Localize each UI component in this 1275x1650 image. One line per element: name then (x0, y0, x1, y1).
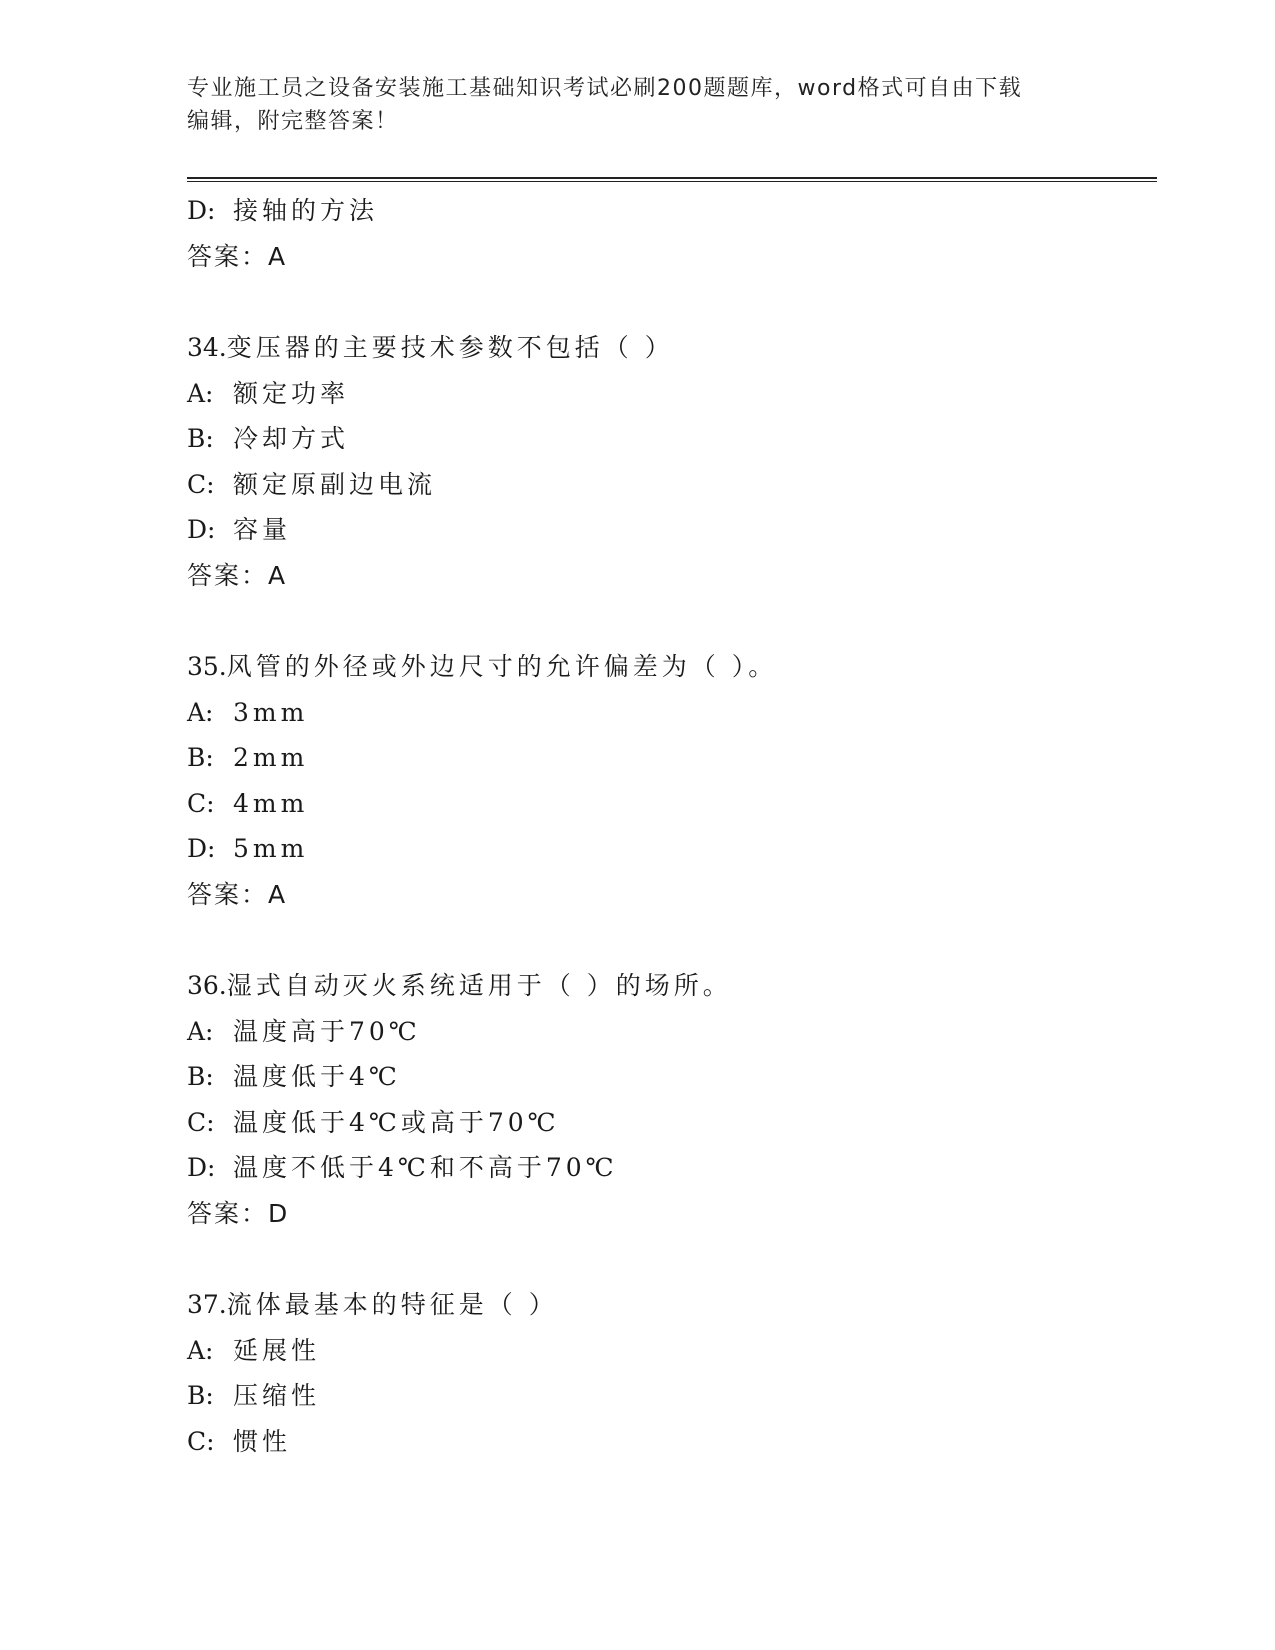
question-block (187, 325, 1147, 598)
option-text: 冷却方式 (233, 424, 350, 453)
option-text: 额定功率 (233, 378, 350, 408)
option-label: C: (187, 788, 215, 818)
question-stem (187, 644, 1147, 690)
option-label: D: (187, 515, 216, 544)
question-text: 风管的外径或外边尺寸的允许偏差为（ ）。 (226, 652, 778, 681)
question-number: 37. (187, 1290, 227, 1319)
option-text: 压缩性 (233, 1381, 321, 1410)
question-stem (187, 1282, 1147, 1328)
option-item (187, 1328, 1147, 1374)
option-text: 额定原副边电流 (233, 469, 437, 499)
option-label: B: (187, 424, 214, 453)
option-label: A: (187, 697, 214, 727)
question-number: 34. (187, 333, 227, 362)
option-text: 4mm (233, 788, 309, 818)
option-item (187, 1419, 1147, 1465)
option-text: 温度不低于4℃和不高于70℃ (233, 1153, 618, 1182)
answer-line: 答案：A (187, 560, 288, 590)
question-stem (187, 963, 1147, 1009)
option-label: A: (187, 1016, 214, 1046)
option-label: D: (187, 834, 216, 863)
question-block (187, 963, 1147, 1236)
option-item (187, 462, 1147, 508)
option-text: 2mm (233, 743, 309, 772)
option-text: 容量 (233, 515, 292, 544)
option-item (187, 1100, 1147, 1146)
option-item (187, 507, 1147, 553)
option-text: 接轴的方法 (233, 196, 379, 225)
question-number: 35. (187, 652, 227, 681)
option-label: B: (187, 1381, 214, 1410)
option-label: A: (187, 1335, 214, 1365)
option-text: 延展性 (233, 1335, 321, 1365)
header-divider (187, 177, 1157, 182)
option-label: D: (187, 1153, 216, 1182)
question-stem (187, 325, 1147, 371)
option-label: D: (187, 196, 216, 225)
document-body (187, 188, 1147, 1464)
header-title-line-1: 专业施工员之设备安装施工基础知识考试必刷200题题库，word格式可自由下载 (187, 76, 1023, 101)
question-text: 流体最基本的特征是（ ） (226, 1290, 558, 1319)
option-item (187, 826, 1147, 872)
option-item (187, 416, 1147, 462)
option-text: 5mm (233, 834, 309, 863)
answer-line: 答案：A (187, 241, 288, 271)
header-title-line-2: 编辑，附完整答案！ (187, 109, 399, 134)
option-text: 惯性 (233, 1426, 292, 1456)
option-label: B: (187, 743, 214, 772)
question-text: 变压器的主要技术参数不包括（ ） (226, 333, 674, 362)
option-item (187, 781, 1147, 827)
question-block (187, 1282, 1147, 1464)
answer-line: 答案：A (187, 879, 288, 909)
option-item (187, 1373, 1147, 1419)
option-label: B: (187, 1062, 214, 1091)
option-item (187, 1009, 1147, 1055)
question-block (187, 644, 1147, 917)
option-item (187, 690, 1147, 736)
option-label: A: (187, 378, 214, 408)
option-text: 温度低于4℃ (233, 1062, 401, 1091)
page-header (187, 72, 1087, 138)
answer-line: 答案：D (187, 1198, 290, 1228)
option-label: C: (187, 1107, 215, 1137)
option-item (187, 371, 1147, 417)
option-item (187, 1054, 1147, 1100)
option-label: C: (187, 1426, 215, 1456)
option-item (187, 1145, 1147, 1191)
option-text: 温度低于4℃或高于70℃ (233, 1107, 560, 1137)
option-item (187, 735, 1147, 781)
option-text: 温度高于70℃ (233, 1016, 421, 1046)
option-label: C: (187, 469, 215, 499)
option-item (187, 188, 1147, 234)
question-number: 36. (187, 971, 227, 1000)
question-text: 湿式自动灭火系统适用于（ ）的场所。 (226, 971, 732, 1000)
option-text: 3mm (233, 697, 309, 727)
